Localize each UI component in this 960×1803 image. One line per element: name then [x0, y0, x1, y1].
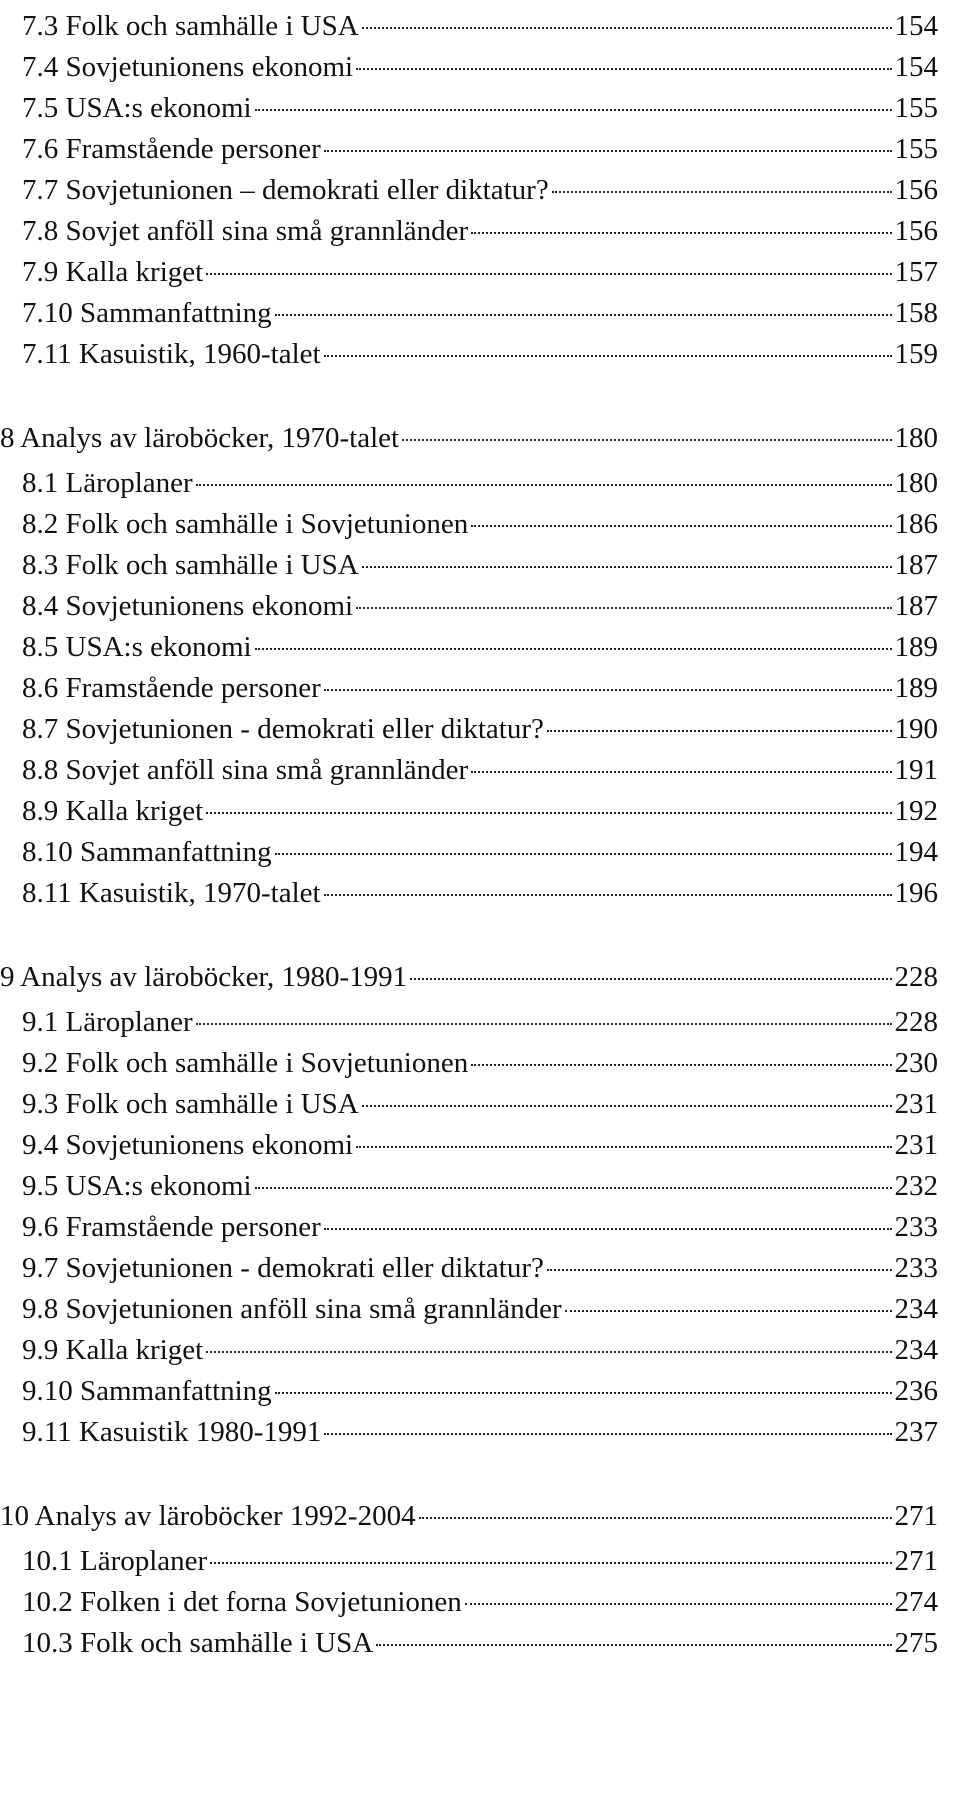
toc-section-entry[interactable]: [0, 211, 938, 252]
chapter-title: 8 Analys av läroböcker, 1970-talet: [0, 422, 400, 454]
section-title: 7.5 USA:s ekonomi: [22, 92, 252, 124]
section-title: 10.2 Folken i det forna Sovjetunionen: [22, 1586, 462, 1618]
section-title: 8.11 Kasuistik, 1970-talet: [22, 877, 321, 909]
section-title: 9.3 Folk och samhälle i USA: [22, 1088, 359, 1120]
toc-chapter-block: [0, 6, 938, 375]
dot-leader: [324, 689, 892, 691]
dot-leader: [206, 1351, 891, 1353]
section-title: 7.3 Folk och samhälle i USA: [22, 10, 359, 42]
dot-leader: [376, 1644, 891, 1646]
section-title: 9.9 Kalla kriget: [22, 1334, 204, 1366]
dot-leader: [552, 191, 892, 193]
dot-leader: [324, 150, 892, 152]
dot-leader: [206, 273, 891, 275]
section-title: 9.11 Kasuistik 1980-1991: [22, 1416, 322, 1448]
page-number: 189: [894, 631, 938, 663]
page-number: 180: [894, 422, 938, 454]
page-number: 155: [894, 133, 938, 165]
toc-section-entry[interactable]: [0, 1623, 938, 1664]
page-number: 237: [894, 1416, 938, 1448]
section-title: 8.9 Kalla kriget: [22, 795, 204, 827]
dot-leader: [356, 607, 891, 609]
page-number: 187: [894, 590, 938, 622]
toc-section-entry[interactable]: [0, 627, 938, 668]
toc-section-entry[interactable]: [0, 832, 938, 873]
toc-chapter-entry[interactable]: [0, 1496, 938, 1537]
section-title: 9.4 Sovjetunionens ekonomi: [22, 1129, 354, 1161]
dot-leader: [362, 566, 892, 568]
page-number: 234: [894, 1334, 938, 1366]
page-number: 233: [894, 1252, 938, 1284]
toc-section-entry[interactable]: [0, 6, 938, 47]
dot-leader: [206, 812, 891, 814]
dot-leader: [402, 439, 891, 441]
section-title: 7.7 Sovjetunionen – demokrati eller diktatur?: [22, 174, 549, 206]
page-number: 231: [894, 1088, 938, 1120]
section-title: 10.1 Läroplaner: [22, 1545, 208, 1577]
toc-section-entry[interactable]: [0, 47, 938, 88]
toc-section-entry[interactable]: [0, 1371, 938, 1412]
dot-leader: [210, 1562, 891, 1564]
page-number: 191: [894, 754, 938, 786]
section-title: 9.5 USA:s ekonomi: [22, 1170, 252, 1202]
dot-leader: [419, 1517, 892, 1519]
dot-leader: [196, 484, 892, 486]
page-number: 196: [894, 877, 938, 909]
toc-section-entry[interactable]: [0, 1330, 938, 1371]
toc-chapter-block: [0, 957, 938, 1453]
dot-leader: [255, 109, 892, 111]
section-title: 7.11 Kasuistik, 1960-talet: [22, 338, 321, 370]
toc-section-entry[interactable]: [0, 668, 938, 709]
page-number: 275: [894, 1627, 938, 1659]
toc-section-entry[interactable]: [0, 545, 938, 586]
toc-section-entry[interactable]: [0, 1166, 938, 1207]
toc-section-entry[interactable]: [0, 1043, 938, 1084]
dot-leader: [275, 853, 892, 855]
page-number: 155: [894, 92, 938, 124]
dot-leader: [547, 1269, 892, 1271]
dot-leader: [255, 648, 892, 650]
section-title: 9.6 Framstående personer: [22, 1211, 321, 1243]
page-number: 180: [894, 467, 938, 499]
section-title: 9.7 Sovjetunionen - demokrati eller diktatur?: [22, 1252, 544, 1284]
page-number: 232: [894, 1170, 938, 1202]
page-number: 194: [894, 836, 938, 868]
dot-leader: [465, 1603, 892, 1605]
toc-section-entry[interactable]: [0, 873, 938, 914]
dot-leader: [362, 27, 892, 29]
toc-section-entry[interactable]: [0, 750, 938, 791]
page-number: 186: [894, 508, 938, 540]
section-title: 7.6 Framstående personer: [22, 133, 321, 165]
toc-section-entry[interactable]: [0, 1412, 938, 1453]
toc-section-entry[interactable]: [0, 1289, 938, 1330]
toc-chapter-block: [0, 418, 938, 914]
dot-leader: [471, 1064, 891, 1066]
table-of-contents: [0, 6, 938, 1664]
toc-section-entry[interactable]: [0, 293, 938, 334]
page-number: 154: [894, 51, 938, 83]
toc-section-entry[interactable]: [0, 1084, 938, 1125]
dot-leader: [356, 1146, 891, 1148]
section-title: 9.1 Läroplaner: [22, 1006, 193, 1038]
toc-chapter-entry[interactable]: [0, 418, 938, 459]
page-number: 159: [894, 338, 938, 370]
page-number: 190: [894, 713, 938, 745]
section-title: 8.10 Sammanfattning: [22, 836, 272, 868]
chapter-title: 10 Analys av läroböcker 1992-2004: [0, 1500, 416, 1532]
toc-section-entry[interactable]: [0, 170, 938, 211]
section-title: 10.3 Folk och samhälle i USA: [22, 1627, 374, 1659]
section-title: 8.6 Framstående personer: [22, 672, 321, 704]
section-title: 9.10 Sammanfattning: [22, 1375, 272, 1407]
dot-leader: [471, 771, 891, 773]
section-title: 9.2 Folk och samhälle i Sovjetunionen: [22, 1047, 469, 1079]
dot-leader: [324, 894, 892, 896]
toc-section-entry[interactable]: [0, 1207, 938, 1248]
toc-chapter-block: [0, 1496, 938, 1664]
section-title: 7.9 Kalla kriget: [22, 256, 204, 288]
toc-section-entry[interactable]: [0, 334, 938, 375]
page-number: 189: [894, 672, 938, 704]
toc-section-entry[interactable]: [0, 1248, 938, 1289]
page-number: 231: [894, 1129, 938, 1161]
toc-section-entry[interactable]: [0, 463, 938, 504]
dot-leader: [356, 68, 891, 70]
toc-section-entry[interactable]: [0, 1541, 938, 1582]
dot-leader: [410, 978, 891, 980]
page-number: 230: [894, 1047, 938, 1079]
dot-leader: [471, 525, 891, 527]
page-number: 158: [894, 297, 938, 329]
toc-section-entry[interactable]: [0, 709, 938, 750]
dot-leader: [324, 1433, 891, 1435]
page-number: 154: [894, 10, 938, 42]
dot-leader: [362, 1105, 892, 1107]
dot-leader: [275, 1392, 892, 1394]
toc-section-entry[interactable]: [0, 1125, 938, 1166]
toc-section-entry[interactable]: [0, 129, 938, 170]
section-title: 9.8 Sovjetunionen anföll sina små grannländer: [22, 1293, 562, 1325]
section-title: 8.4 Sovjetunionens ekonomi: [22, 590, 354, 622]
page-number: 157: [894, 256, 938, 288]
page-number: 271: [894, 1500, 938, 1532]
toc-section-entry[interactable]: [0, 504, 938, 545]
section-title: 8.2 Folk och samhälle i Sovjetunionen: [22, 508, 469, 540]
section-title: 8.1 Läroplaner: [22, 467, 193, 499]
section-title: 7.4 Sovjetunionens ekonomi: [22, 51, 354, 83]
dot-leader: [565, 1310, 892, 1312]
section-title: 8.3 Folk och samhälle i USA: [22, 549, 359, 581]
dot-leader: [471, 232, 891, 234]
dot-leader: [324, 1228, 892, 1230]
section-title: 8.8 Sovjet anföll sina små grannländer: [22, 754, 469, 786]
section-title: 8.5 USA:s ekonomi: [22, 631, 252, 663]
page-number: 271: [894, 1545, 938, 1577]
section-title: 7.10 Sammanfattning: [22, 297, 272, 329]
toc-section-entry[interactable]: [0, 1002, 938, 1043]
page-number: 228: [894, 961, 938, 993]
section-title: 8.7 Sovjetunionen - demokrati eller diktatur?: [22, 713, 544, 745]
chapter-title: 9 Analys av läroböcker, 1980-1991: [0, 961, 408, 993]
page-number: 192: [894, 795, 938, 827]
toc-chapter-entry[interactable]: [0, 957, 938, 998]
dot-leader: [547, 730, 892, 732]
section-title: 7.8 Sovjet anföll sina små grannländer: [22, 215, 469, 247]
dot-leader: [324, 355, 892, 357]
page-number: 187: [894, 549, 938, 581]
page-number: 274: [894, 1586, 938, 1618]
page-number: 236: [894, 1375, 938, 1407]
page-number: 233: [894, 1211, 938, 1243]
dot-leader: [275, 314, 892, 316]
page-number: 156: [894, 174, 938, 206]
page-number: 234: [894, 1293, 938, 1325]
dot-leader: [196, 1023, 892, 1025]
dot-leader: [255, 1187, 892, 1189]
toc-section-entry[interactable]: [0, 252, 938, 293]
toc-section-entry[interactable]: [0, 586, 938, 627]
toc-section-entry[interactable]: [0, 1582, 938, 1623]
toc-section-entry[interactable]: [0, 791, 938, 832]
toc-section-entry[interactable]: [0, 88, 938, 129]
page-number: 156: [894, 215, 938, 247]
page-number: 228: [894, 1006, 938, 1038]
